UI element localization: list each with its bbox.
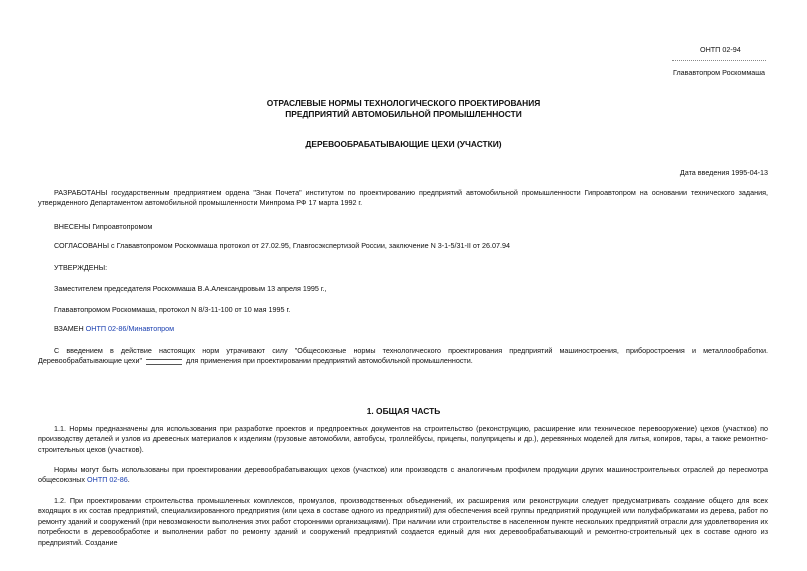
agreed-line: СОГЛАСОВАНЫ с Глававтопромом Роскоммаша протокол от 27.02.95, Главгосэкспертизой России, заключение N 3-1-5/31-II от 26.07.94 (54, 241, 511, 250)
clause-1-1: 1.1. Нормы предназначены для использования при разработке проектов и предпроектных документов на строительство (реконструкцию, расширение или техническое перевооружение) цехов (участков) по производству деталей и узлов из древесных материалов к изделиям (грузовые автомобили, автобусы, троллейбусы, прицепы, полуприцепы и др.), деревянных моделей для литья, копиров, тары, а также ремонтно-строительных цехов (участков). (38, 424, 768, 454)
introduction-date: Дата введения 1995-04-13 (679, 168, 768, 177)
replaces-link[interactable]: ОНТП 02-86/Минавтопром (85, 324, 175, 333)
approved-line-1: Заместителем председателя Роскоммаша В.А.Александровым 13 апреля 1995 г., (54, 284, 327, 293)
document-subtitle: ДЕРЕВООБРАБАТЫВАЮЩИЕ ЦЕХИ (УЧАСТКИ) (305, 139, 502, 149)
replaces-line (54, 324, 174, 334)
introduced-line: ВНЕСЕНЫ Гипроавтопромом (54, 222, 153, 231)
clause-1-1-note (38, 465, 768, 486)
document-title-line-2: ПРЕДПРИЯТИЙ АВТОМОБИЛЬНОЙ ПРОМЫШЛЕННОСТИ (285, 109, 522, 119)
document-code: ОНТП 02-94 (700, 45, 741, 54)
developed-paragraph: РАЗРАБОТАНЫ государственным предприятием ордена "Знак Почета" институтом по проектированию предприятий автомобильной промышленности Гипроавтопром на основании технического задания, утвержденного Департаментом автомобильной промышленности Минпрома РФ 17 марта 1992 г. (38, 188, 768, 208)
superseded-paragraph (38, 346, 768, 367)
approving-organization: Глававтопром Роскоммаша (673, 68, 766, 77)
inline-formula-image (144, 358, 184, 366)
document-title-line-1: ОТРАСЛЕВЫЕ НОРМЫ ТЕХНОЛОГИЧЕСКОГО ПРОЕКТИРОВАНИЯ (266, 98, 541, 108)
clause-1-1-note-text: Нормы могут быть использованы при проектировании деревообрабатывающих цехов (участков) или производств с аналогичным профилем продукции других машиностроительных отраслей до пересмотра общесоюзных (38, 465, 768, 485)
section-heading: 1. ОБЩАЯ ЧАСТЬ (366, 406, 441, 416)
clause-1-2: 1.2. При проектировании строительства промышленных комплексов, промузлов, производственных объединений, их расширения или реконструкции следует предусматривать создание общего для всех входящих в их состав предприятий, специализированного предприятия (или цеха в составе одного из предприятий) для обеспечения всей группы предприятий продукцией или полуфабрикатами из дерева, работ по ремонту зданий и сооружений (при невозможности выполнения этих работ сторонними организациями). При наличии или строительстве в населенном пункте нескольких предприятий отрасли для удовлетворения их потребности в деревообработке и выполнении работ по ремонту зданий и сооружений предприятий создается единый для них деревообрабатывающий и ремонтно-строительный цех в составе одного из предприятий. Создание (38, 496, 768, 547)
superseded-text-end: для применения при проектировании предприятий автомобильной промышленности. (186, 356, 473, 366)
approved-line-2: Глававтопромом Роскоммаша, протокол N 8/3-11-100 от 10 мая 1995 г. (54, 305, 291, 314)
ontp-02-86-link[interactable]: ОНТП 02-86 (87, 475, 128, 485)
superseded-text: С введением в действие настоящих норм утрачивают силу "Общесоюзные нормы технологического проектирования предприятий машиностроения, приборостроения и металлообработки. Деревообрабатывающие цехи" (38, 346, 768, 366)
approved-heading: УТВЕРЖДЕНЫ: (54, 263, 108, 272)
header-divider (672, 60, 766, 61)
replaces-label: ВЗАМЕН (54, 324, 84, 333)
clause-1-1-note-end: . (127, 475, 130, 485)
